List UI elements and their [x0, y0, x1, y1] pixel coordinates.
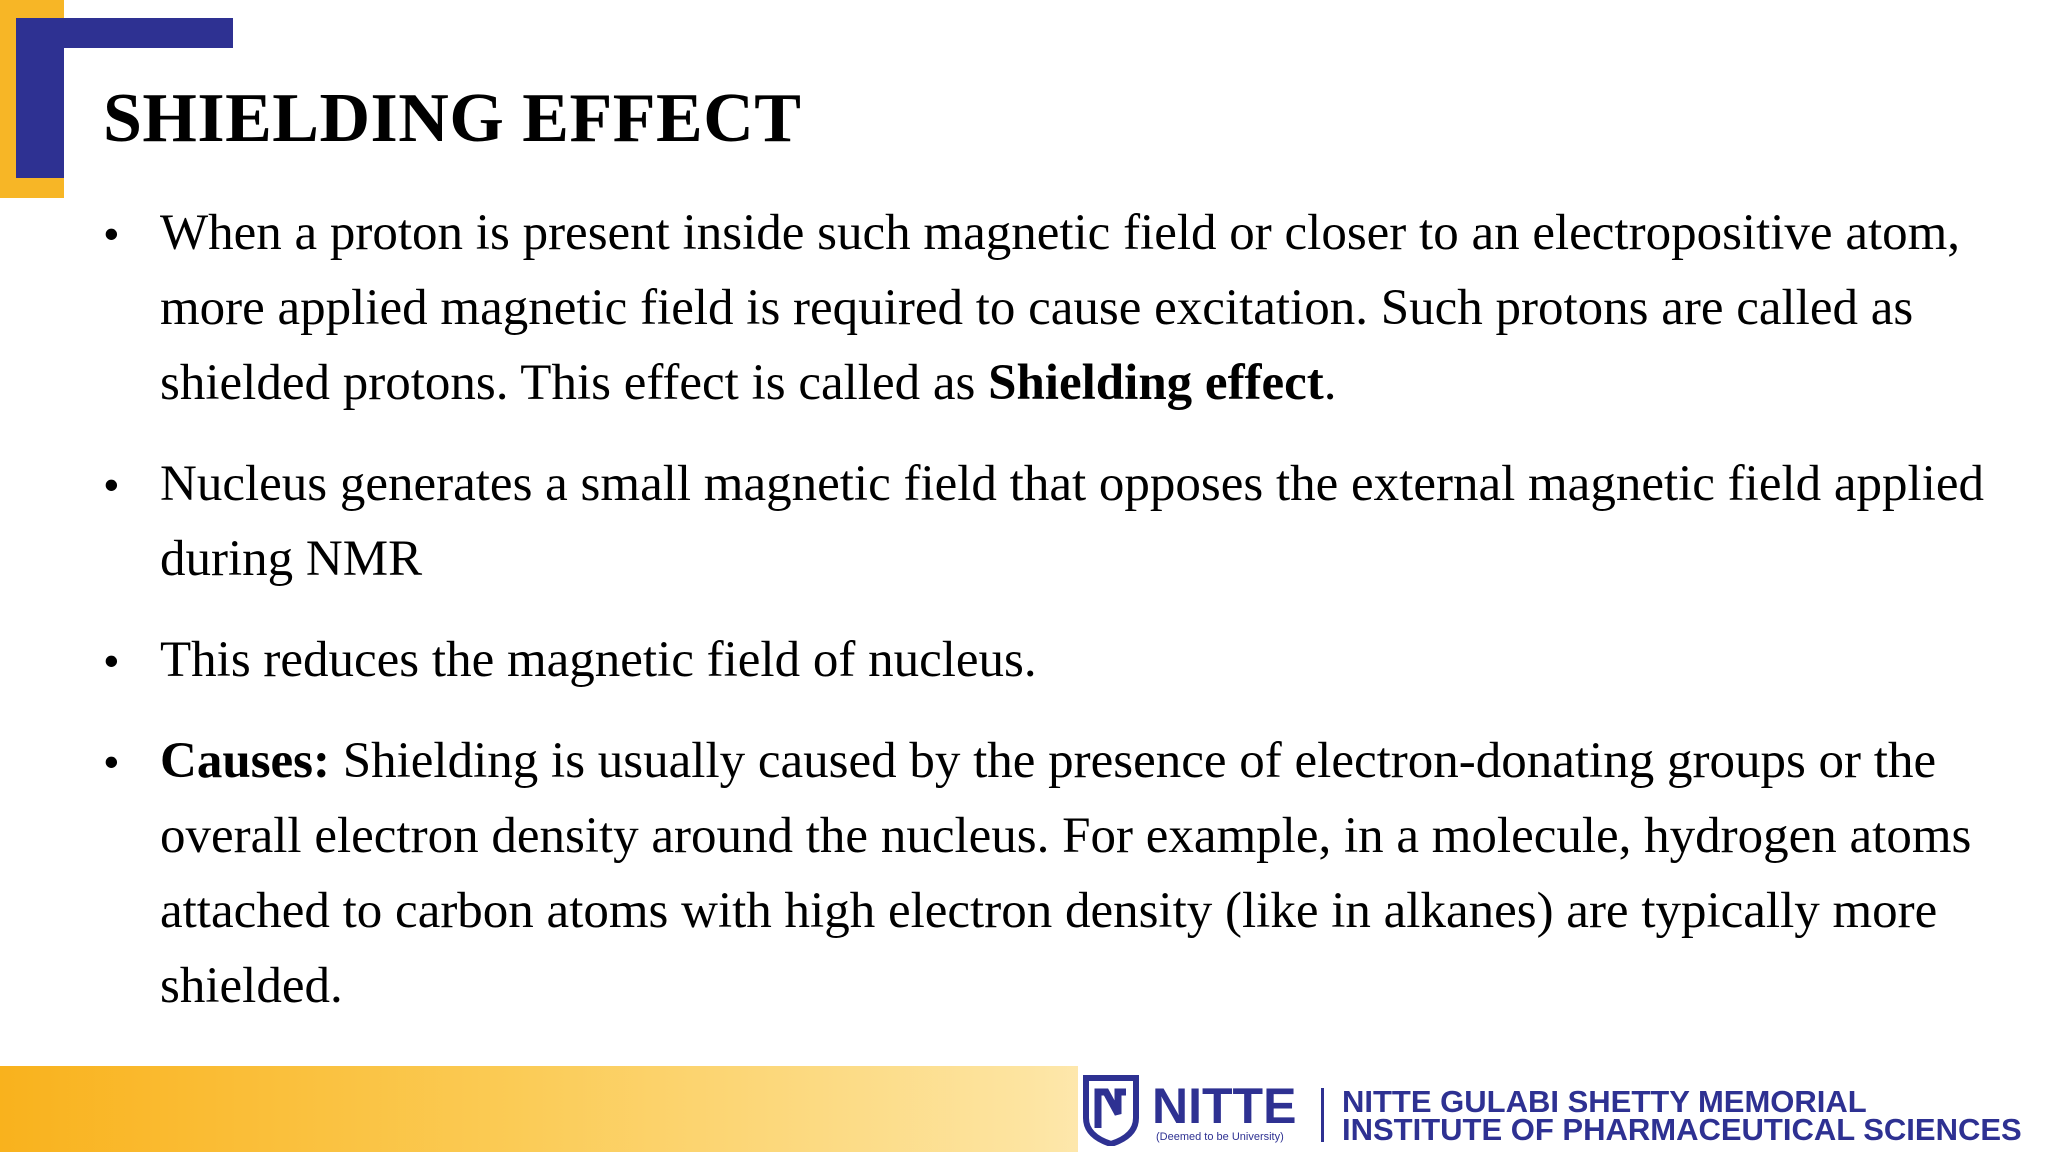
bullet-text: This reduces the magnetic field of nucleus.	[160, 632, 1037, 688]
bullet-item	[104, 623, 1984, 698]
bullet-bold-tail: Shielding effect	[988, 355, 1324, 411]
slide-title: SHIELDING EFFECT	[103, 80, 802, 157]
bullet-dot: •	[104, 210, 119, 257]
footer-logo-tagline: (Deemed to be University)	[1156, 1131, 1284, 1143]
bullet-text: When a proton is present inside such magnetic field or closer to an electropositive atom, more applied magnetic field is required to cause excitation. Such protons are called as shielded protons. This effect is called as	[160, 205, 1961, 411]
bullet-tail: .	[1323, 355, 1337, 411]
footer-institute-line-2: INSTITUTE OF PHARMACEUTICAL SCIENCES	[1342, 1112, 2022, 1147]
footer-divider	[1321, 1088, 1324, 1142]
bullet-dot: •	[104, 738, 119, 785]
bullet-list	[104, 196, 1984, 1024]
footer-institute-line-1: NITTE GULABI SHETTY MEMORIAL	[1342, 1084, 1867, 1119]
nitte-n-shield-icon	[1082, 1074, 1140, 1146]
bullet-dot: •	[104, 461, 119, 508]
bullet-bold-lead: Causes:	[160, 733, 331, 789]
bullet-text: Shielding is usually caused by the presence of electron-donating groups or the overall electron density around the nucleus. For example, in a molecule, hydrogen atoms attached to carbon atoms with high electron density (like in alkanes) are typically more shielded.	[160, 733, 1972, 1014]
bullet-text: Nucleus generates a small magnetic field that opposes the external magnetic field applied during NMR	[160, 456, 1984, 587]
corner-accent-blue-horizontal	[16, 18, 233, 48]
bullet-item	[104, 196, 1984, 421]
bullet-item	[104, 447, 1984, 597]
bullet-dot: •	[104, 637, 119, 684]
footer-logo-text: NITTE	[1152, 1078, 1297, 1134]
bullet-item	[104, 724, 1984, 1024]
